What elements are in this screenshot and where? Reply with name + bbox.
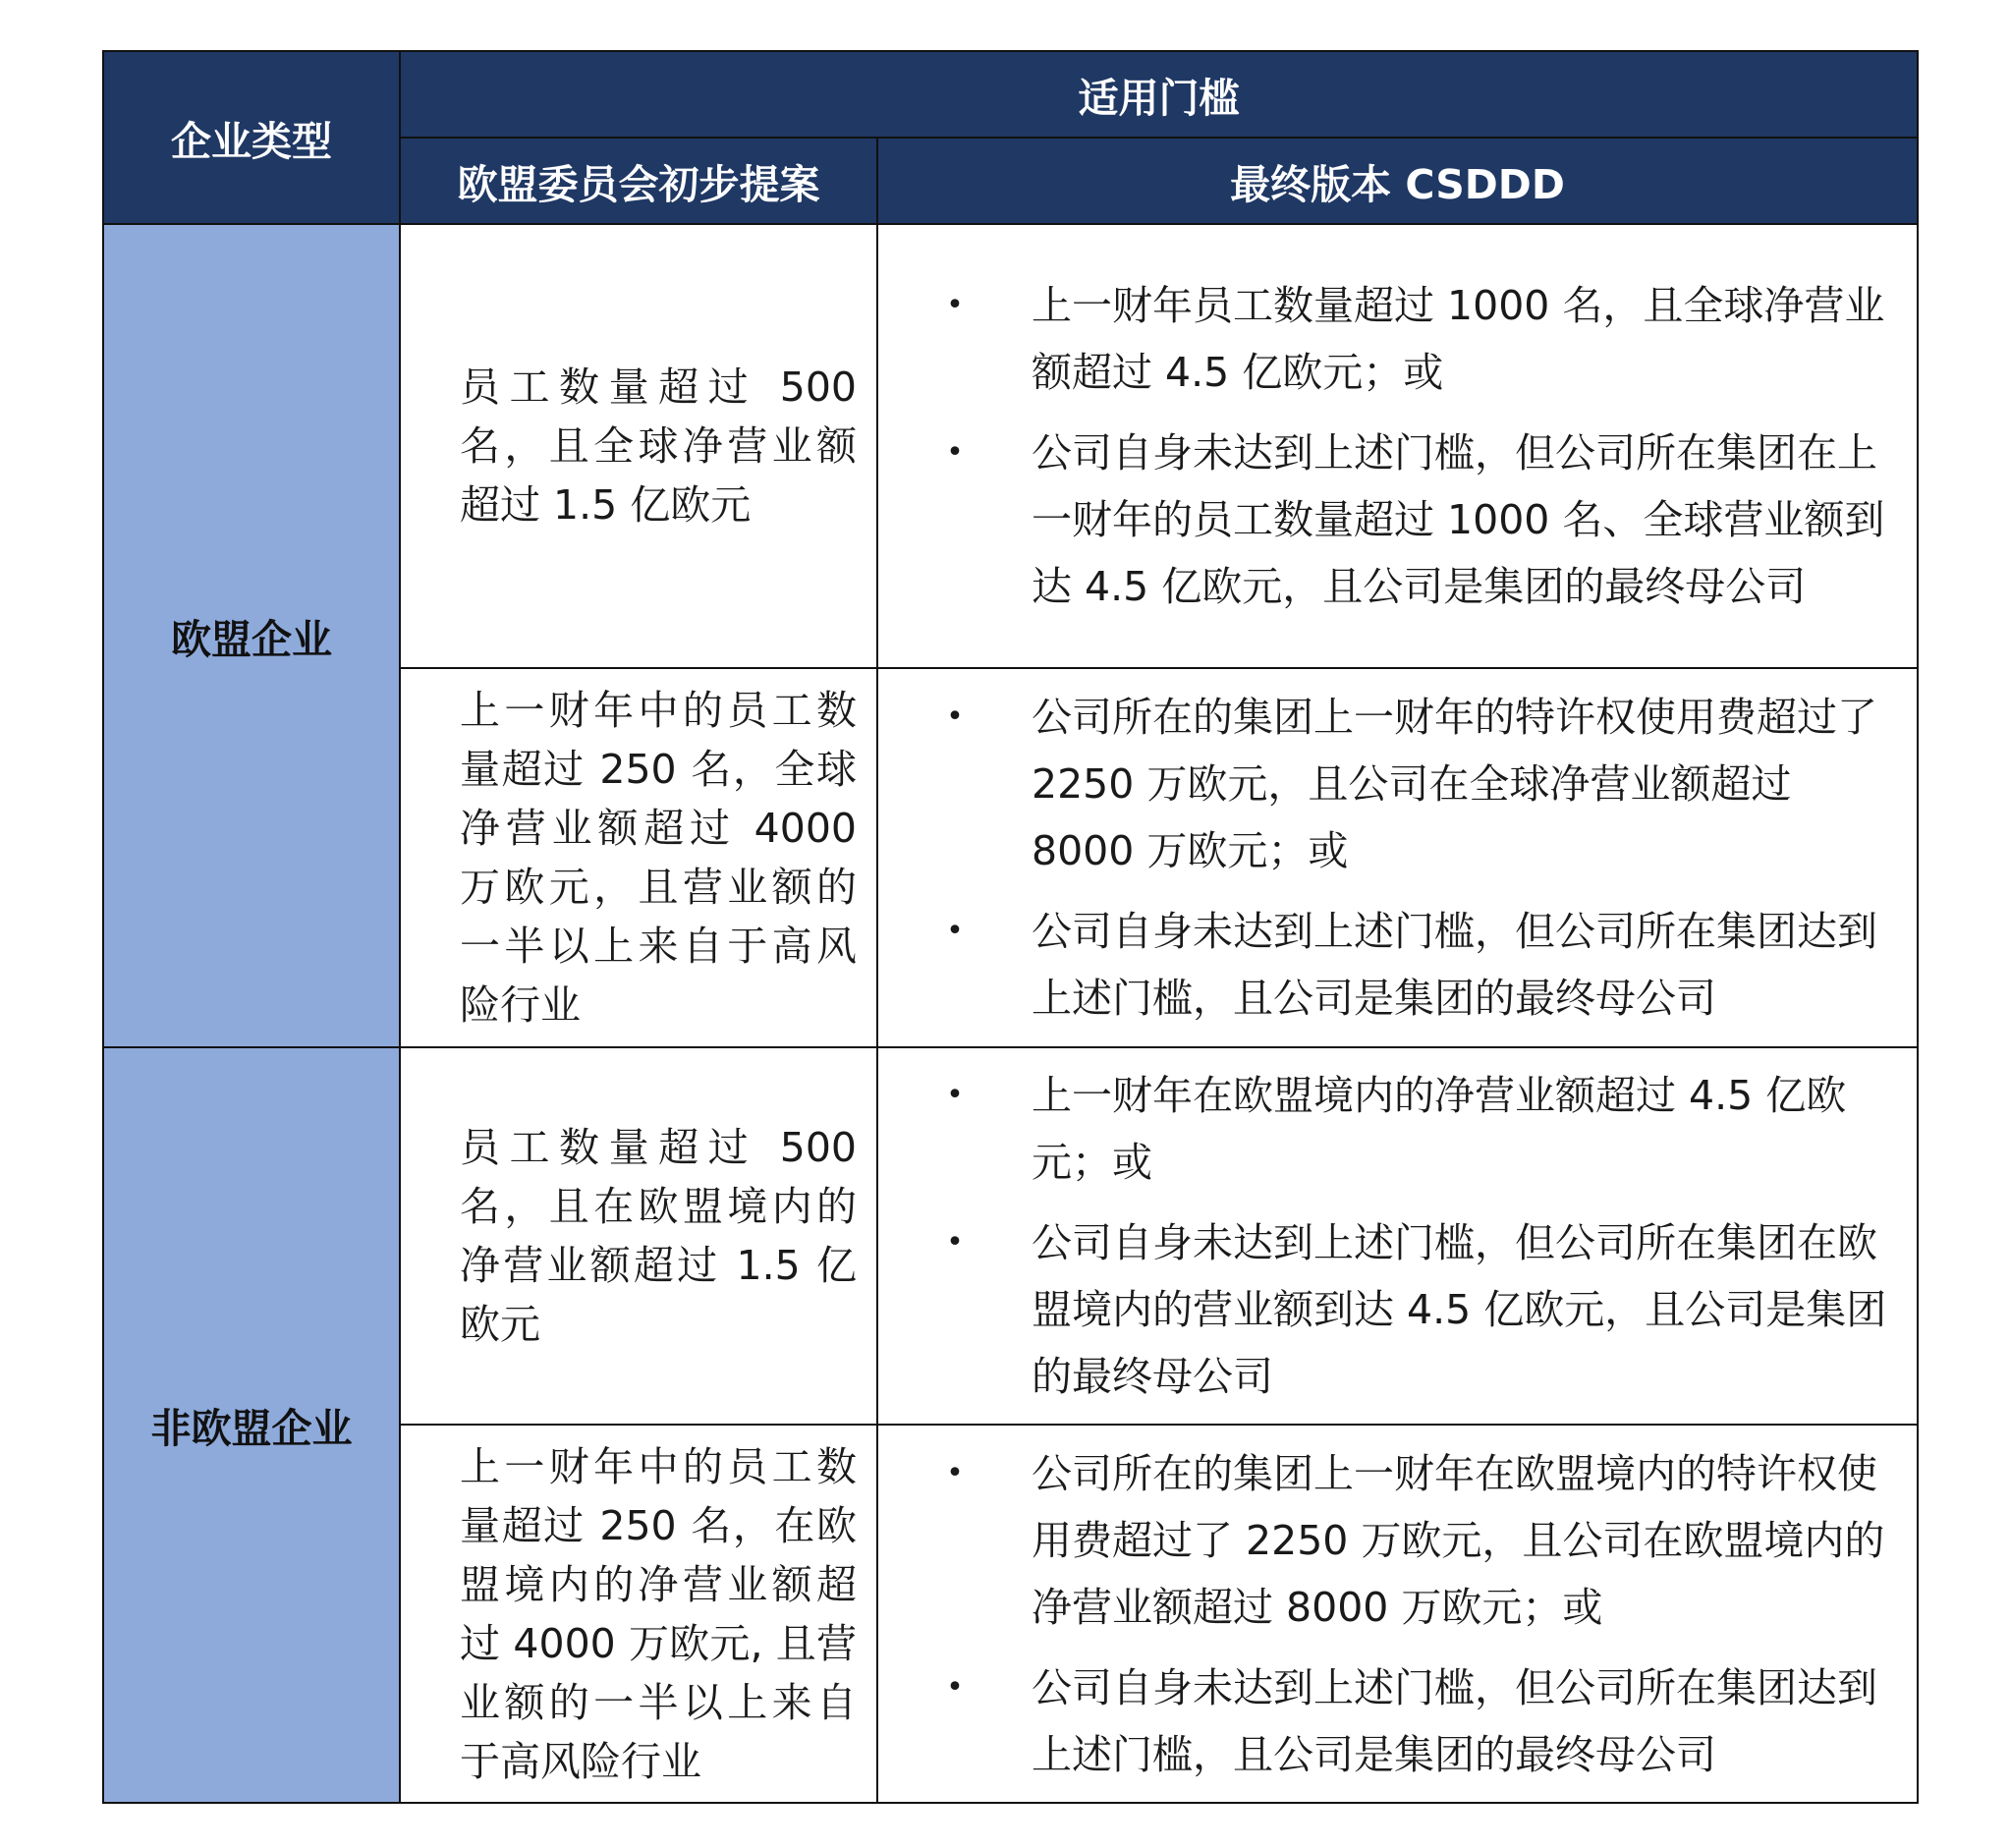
proposal-cell: 员工数量超过 500 名，且在欧盟境内的净营业额超过 1.5 亿欧元 (400, 1047, 877, 1425)
final-cell (877, 224, 1918, 668)
bullet-item (878, 898, 1897, 1032)
bullet-text: 公司自身未达到上述门槛，但公司所在集团达到上述门槛，且公司是集团的最终母公司 (1032, 908, 1877, 1022)
bullet-item (878, 272, 1897, 406)
threshold-table (102, 50, 1919, 1804)
bullet-icon: • (946, 1225, 964, 1260)
table-row (103, 224, 1918, 668)
bullet-text: 上一财年在欧盟境内的净营业额超过 4.5 亿欧元；或 (1032, 1072, 1847, 1186)
proposal-cell: 员工数量超过 500 名，且全球净营业额超过 1.5 亿欧元 (400, 224, 877, 668)
bullet-text: 公司所在的集团上一财年在欧盟境内的特许权使用费超过了 2250 万欧元，且公司在欧盟境内的净营业额超过 8000 万欧元；或 (1032, 1449, 1885, 1631)
final-cell (877, 668, 1918, 1047)
non-eu-enterprise-cell: 非欧盟企业 (103, 1047, 400, 1803)
bullet-item (878, 1440, 1897, 1641)
bullet-text: 公司自身未达到上述门槛，但公司所在集团在欧盟境内的营业额到达 4.5 亿欧元，且公司是集团的最终母公司 (1032, 1219, 1887, 1400)
bullet-text: 公司自身未达到上述门槛，但公司所在集团达到上述门槛，且公司是集团的最终母公司 (1032, 1663, 1877, 1778)
proposal-cell: 上一财年中的员工数量超过 250 名，在欧盟境内的净营业额超过 4000 万欧元, 且营业额的一半以上来自于高风险行业 (400, 1425, 877, 1803)
proposal-cell: 上一财年中的员工数量超过 250 名，全球净营业额超过 4000 万欧元，且营业额的一半以上来自于高风险行业 (400, 668, 877, 1047)
bullet-icon: • (946, 288, 964, 322)
bullet-icon: • (946, 1078, 964, 1112)
bullet-text: 公司所在的集团上一财年的特许权使用费超过了 2250 万欧元，且公司在全球净营业额超过 8000 万欧元；或 (1032, 694, 1877, 874)
final-csddd-column-header: 最终版本 CSDDD (877, 138, 1918, 224)
final-cell (877, 1047, 1918, 1425)
bullet-icon: • (946, 700, 964, 734)
bullet-item (878, 1209, 1897, 1410)
eu-enterprise-cell: 欧盟企业 (103, 224, 400, 1047)
applicable-threshold-header: 适用门槛 (400, 51, 1918, 138)
bullet-icon: • (946, 1669, 964, 1705)
bullet-item (878, 1654, 1897, 1788)
bullet-icon: • (946, 914, 964, 948)
bullet-icon: • (946, 1455, 964, 1490)
proposal-column-header: 欧盟委员会初步提案 (400, 138, 877, 224)
table-row (103, 1047, 1918, 1425)
header-row-top (103, 51, 1918, 138)
bullet-item (878, 684, 1897, 884)
bullet-text: 公司自身未达到上述门槛，但公司所在集团在上一财年的员工数量超过 1000 名、全球营业额到达 4.5 亿欧元，且公司是集团的最终母公司 (1032, 429, 1885, 610)
enterprise-type-header: 企业类型 (103, 51, 400, 224)
final-cell (877, 1425, 1918, 1803)
bullet-item (878, 420, 1897, 620)
bullet-item (878, 1062, 1897, 1196)
bullet-text: 上一财年员工数量超过 1000 名，且全球净营业额超过 4.5 亿欧元；或 (1032, 282, 1885, 396)
bullet-icon: • (946, 435, 964, 470)
